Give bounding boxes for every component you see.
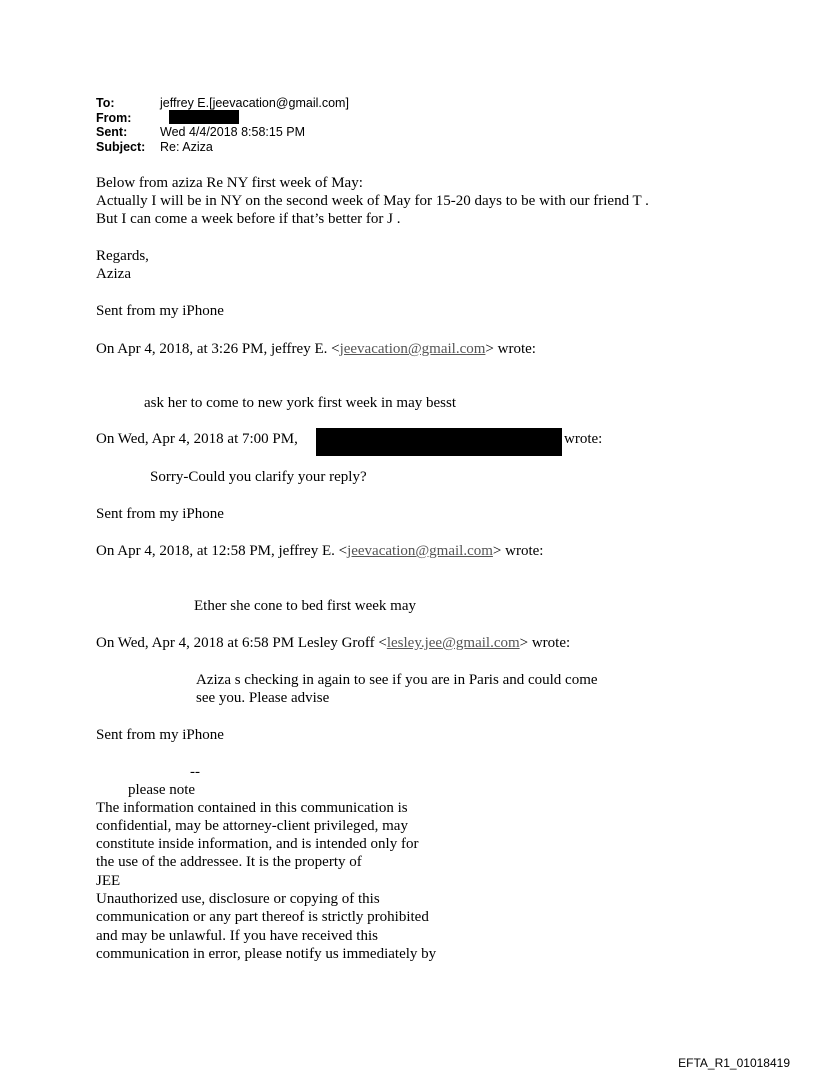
quote-header-4-prefix: On Wed, Apr 4, 2018 at 6:58 PM Lesley Groff <	[96, 635, 387, 651]
sent-label: Sent:	[96, 125, 128, 139]
from-label: From:	[96, 111, 132, 125]
sent-from-iphone-3: Sent from my iPhone	[96, 727, 224, 743]
from-redaction	[169, 110, 239, 124]
reply-3: Ether she cone to bed first week may	[194, 598, 417, 614]
disclaimer-line: The information contained in this communication is	[96, 800, 408, 816]
disclaimer-line: and may be unlawful. If you have received this	[96, 928, 378, 944]
body-line-3: But I can come a week before if that’s better for J .	[96, 211, 401, 227]
disclaimer-line: communication in error, please notify us immediately by	[96, 946, 437, 962]
quote-header-3-email-link[interactable]: jeevacation@gmail.com	[347, 543, 493, 559]
disclaimer-line: JEE	[96, 873, 121, 889]
sender-redaction	[316, 428, 562, 456]
body-line-2: Actually I will be in NY on the second week of May for 15-20 days to be with our friend T .	[96, 193, 649, 209]
disclaimer-line: communication or any part thereof is strictly prohibited	[96, 909, 429, 925]
subject-label: Subject:	[96, 140, 146, 154]
quote-header-2-prefix: On Wed, Apr 4, 2018 at 7:00 PM,	[96, 431, 298, 447]
disclaimer-line: the use of the addressee. It is the property of	[96, 854, 362, 870]
quote-header-2-suffix: wrote:	[564, 431, 603, 447]
subject-value: Re: Aziza	[160, 140, 213, 154]
to-value: jeffrey E.[jeevacation@gmail.com]	[160, 96, 349, 110]
regards: Regards,	[96, 248, 149, 264]
please-note: please note	[128, 782, 196, 798]
reply-1: ask her to come to new york first week in may besst	[144, 395, 457, 411]
disclaimer-line: Unauthorized use, disclosure or copying of this	[96, 891, 380, 907]
quote-header-4	[96, 634, 570, 652]
document-id: EFTA_R1_01018419	[678, 1056, 790, 1070]
reply-4-line-2: see you. Please advise	[196, 690, 330, 706]
quote-header-4-suffix: > wrote:	[519, 635, 571, 651]
quote-header-1-email-link[interactable]: jeevacation@gmail.com	[339, 341, 486, 357]
disclaimer-line: confidential, may be attorney-client privileged, may	[96, 818, 408, 834]
quote-header-1	[96, 340, 536, 358]
signature-name: Aziza	[96, 266, 131, 282]
to-label: To:	[96, 96, 115, 110]
quote-header-3-prefix: On Apr 4, 2018, at 12:58 PM, jeffrey E. <	[96, 543, 348, 559]
quote-header-2	[96, 430, 298, 448]
disclaimer-line: constitute inside information, and is intended only for	[96, 836, 419, 852]
quote-header-4-email-link[interactable]: lesley.jee@gmail.com	[386, 635, 520, 651]
reply-4-line-1: Aziza s checking in again to see if you are in Paris and could come	[196, 672, 598, 688]
quote-header-3-suffix: > wrote:	[492, 543, 544, 559]
quote-header-1-prefix: On Apr 4, 2018, at 3:26 PM, jeffrey E. <	[96, 341, 340, 357]
reply-2: Sorry-Could you clarify your reply?	[150, 469, 367, 485]
sent-value: Wed 4/4/2018 8:58:15 PM	[160, 125, 306, 139]
quote-header-3	[96, 542, 543, 560]
sent-from-iphone-1: Sent from my iPhone	[96, 303, 224, 319]
quote-header-1-suffix: > wrote:	[485, 341, 536, 357]
sent-from-iphone-2: Sent from my iPhone	[96, 506, 224, 522]
signature-dash: --	[190, 764, 200, 780]
intro-line: Below from aziza Re NY first week of May:	[96, 175, 363, 191]
